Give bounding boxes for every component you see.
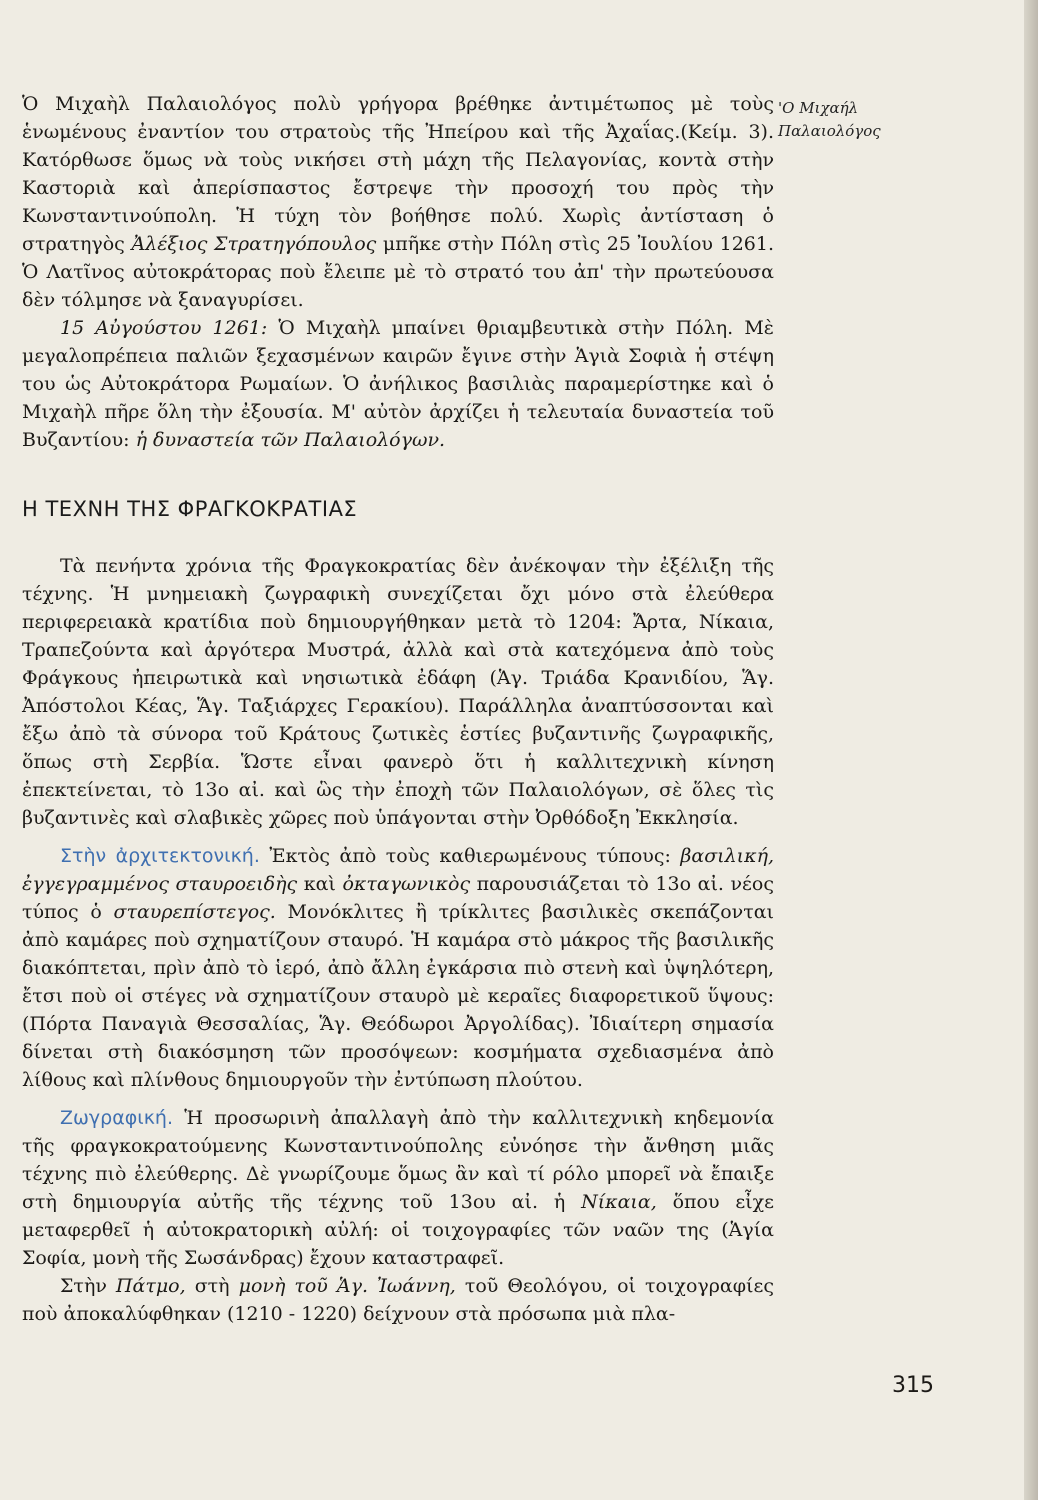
paragraph-michael-palaiologos <box>22 90 774 314</box>
margin-note <box>778 97 928 143</box>
text-run: παρουσιάζεται τὸ 13ο αἰ. νέος τύπος ὁ <box>22 873 774 923</box>
intro-text-block <box>22 90 774 454</box>
text-run: μπῆκε στὴν Πόλη στὶς 25 Ἰουλίου 1261. Ὁ Λατῖνος αὐτοκράτορας ποὺ ἔλειπε μὲ τὸ στρατό του ἀπ' τὴν πρωτεύουσα δὲν τόλμησε νὰ ξαναγυρίσει. <box>22 233 774 311</box>
text-run: Ὁ Μιχαὴλ μπαίνει θριαμβευτικὰ στὴν Πόλη. Μὲ μεγαλοπρέπεια παλιῶν ξεχασμένων καιρῶν ἔγινε στὴν Ἁγιὰ Σοφιὰ ἡ στέψη του ὡς Αὐτοκράτορα Ρωμαίων. Ὁ ἀνήλικος βασιλιὰς παραμερίστηκε καὶ ὁ Μιχαὴλ πῆρε ὅλη τὴν ἐξουσία. Μ' αὐτὸν ἀρχίζει ἡ τελευταία δυναστεία τοῦ Βυζαντίου: <box>22 317 774 451</box>
text-run: Στὴν <box>60 1275 107 1297</box>
art-text-block <box>22 552 774 1328</box>
italic-term: ὀκταγωνικὸς <box>342 873 471 895</box>
book-gutter-shadow <box>1024 0 1038 1500</box>
italic-term: σταυρεπίστεγος. <box>113 901 276 923</box>
paragraph-painting <box>22 1104 774 1272</box>
page-number: 315 <box>892 1373 934 1398</box>
margin-note-line: Παλαιολόγος <box>778 122 881 140</box>
text-run: ὅπου εἶχε μεταφερθεῖ ἡ αὐτοκρατορικὴ αὐλή: οἱ τοιχογραφίες τῶν ναῶν της (Ἁγία Σοφία, μονὴ τῆς Σωσάνδρας) ἔχουν καταστραφεῖ. <box>22 1191 774 1269</box>
italic-place: Πάτμο, <box>115 1275 186 1297</box>
margin-note-line: 'Ο Μιχαήλ <box>778 99 859 117</box>
italic-place: Νίκαια, <box>581 1191 657 1213</box>
text-run: καὶ <box>303 873 336 895</box>
text-run: Ὁ Μιχαὴλ Παλαιολόγος πολὺ γρήγορα βρέθηκε ἀντιμέτωπος μὲ τοὺς ἑνωμένους ἐναντίον του στρατοὺς τῆς Ἠπείρου καὶ τῆς Ἀχαΐας.(Κείμ. 3). Κατόρθωσε ὅμως νὰ τοὺς νικήσει στὴ μάχη τῆς Πελαγονίας, κοντὰ στὴν Καστοριὰ καὶ ἀπερίσπαστος ἔστρεψε τὴν προσοχή του πρὸς τὴν Κωνσταντινούπολη. Ἡ τύχη τὸν βοήθησε πολύ. Χωρὶς ἀντίσταση ὁ στρατηγὸς <box>22 93 774 255</box>
architecture-lead-heading: Στὴν ἀρχιτεκτονική. <box>60 845 260 867</box>
text-run: Ἡ προσωρινὴ ἀπαλλαγὴ ἀπὸ τὴν καλλιτεχνικὴ κηδεμονία τῆς φραγκοκρατούμενης Κωνσταντινούπολης εὐνόησε τὴν ἄνθηση μιᾶς τέχνης πιὸ ἐλεύθερης. Δὲ γνωρίζουμε ὅμως ἂν καὶ τί ρόλο μπορεῖ νὰ ἔπαιξε στὴ δημιουργία αὐτῆς τῆς τέχνης τοῦ 13ου αἰ. ἡ <box>22 1107 774 1213</box>
section-heading: Η ΤΕΧΝΗ ΤΗΣ ΦΡΑΓΚΟΚΡΑΤΙΑΣ <box>22 497 358 521</box>
paragraph-august-1261 <box>22 314 774 454</box>
italic-place: μονὴ τοῦ Ἁγ. Ἰωάννη, <box>238 1275 456 1297</box>
italic-dynasty: ἡ δυναστεία τῶν Παλαιολόγων. <box>135 429 446 451</box>
text-run: Μονόκλιτες ἢ τρίκλιτες βασιλικὲς σκεπάζονται ἀπὸ καμάρες ποὺ σχηματίζουν σταυρό. Ἡ καμάρα στὸ μάκρος τῆς βασιλικῆς διακόπτεται, πρὶν ἀπὸ τὸ ἱερό, ἀπὸ ἄλλη ἐγκάρσια πιὸ στενὴ καὶ ὑψηλότερη, ἔτσι ποὺ οἱ στέγες νὰ σχηματίζουν σταυρὸ μὲ κεραῖες διαφορετικοῦ ὕψους: (Πόρτα Παναγιὰ Θεσσαλίας, Ἅγ. Θεόδωροι Ἀργολίδας). Ἰδιαίτερη σημασία δίνεται στὴ διακόσμηση τῶν προσόψεων: κοσμήματα σχεδιασμένα ἀπὸ λίθους καὶ πλίνθους δημιουργοῦν τὴν ἐντύπωση πλούτου. <box>22 901 775 1091</box>
paragraph-art-frankish-rule: Τὰ πενήντα χρόνια τῆς Φραγκοκρατίας δὲν ἀνέκοψαν τὴν ἐξέλιξη τῆς τέχνης. Ἡ μνημειακὴ ζωγραφικὴ συνεχίζεται ὄχι μόνο στὰ ἐλεύθερα περιφερειακὰ κρατίδια ποὺ δημιουργήθηκαν μετὰ τὸ 1204: Ἄρτα, Νίκαια, Τραπεζούντα καὶ ἀργότερα Μυστρά, ἀλλὰ καὶ στὰ κατεχόμενα ἀπὸ τοὺς Φράγκους ἠπειρωτικὰ καὶ νησιωτικὰ ἐδάφη (Ἁγ. Τριάδα Κρανιδίου, Ἅγ. Ἀπόστολοι Κέας, Ἅγ. Ταξιάρχες Γερακίου). Παράλληλα ἀναπτύσσονται καὶ ἔξω ἀπὸ τὰ σύνορα τοῦ Κράτους ζωτικὲς ἑστίες βυζαντινῆς ζωγραφικῆς, ὅπως στὴ Σερβία. Ὥστε εἶναι φανερὸ ὅτι ἡ καλλιτεχνικὴ κίνηση ἐπεκτείνεται, τὸ 13ο αἰ. καὶ ὣς τὴν ἐποχὴ τῶν Παλαιολόγων, σὲ ὅλες τὶς βυζαντινὲς καὶ σλαβικὲς χῶρες ποὺ ὑπάγονται στὴν Ὀρθόδοξη Ἐκκλησία. <box>22 555 774 829</box>
paragraph-patmos <box>22 1272 774 1328</box>
painting-lead-heading: Ζωγραφική. <box>60 1107 173 1129</box>
text-run: τοῦ Θεολόγου, οἱ τοιχογραφίες ποὺ ἀποκαλύφθηκαν (1210 - 1220) δείχνουν στὰ πρόσωπα μιὰ πλα- <box>22 1275 774 1325</box>
italic-name: Ἀλέξιος Στρατηγόπουλος <box>131 233 377 255</box>
italic-date: 15 Αὐγούστου 1261: <box>60 317 268 339</box>
text-run: Ἐκτὸς ἀπὸ τοὺς καθιερωμένους τύπους: <box>269 845 671 867</box>
italic-term: βασιλική, ἐγγεγραμμένος σταυροειδὴς <box>22 845 774 895</box>
text-run: στὴ <box>194 1275 230 1297</box>
paragraph-architecture <box>22 842 774 1094</box>
